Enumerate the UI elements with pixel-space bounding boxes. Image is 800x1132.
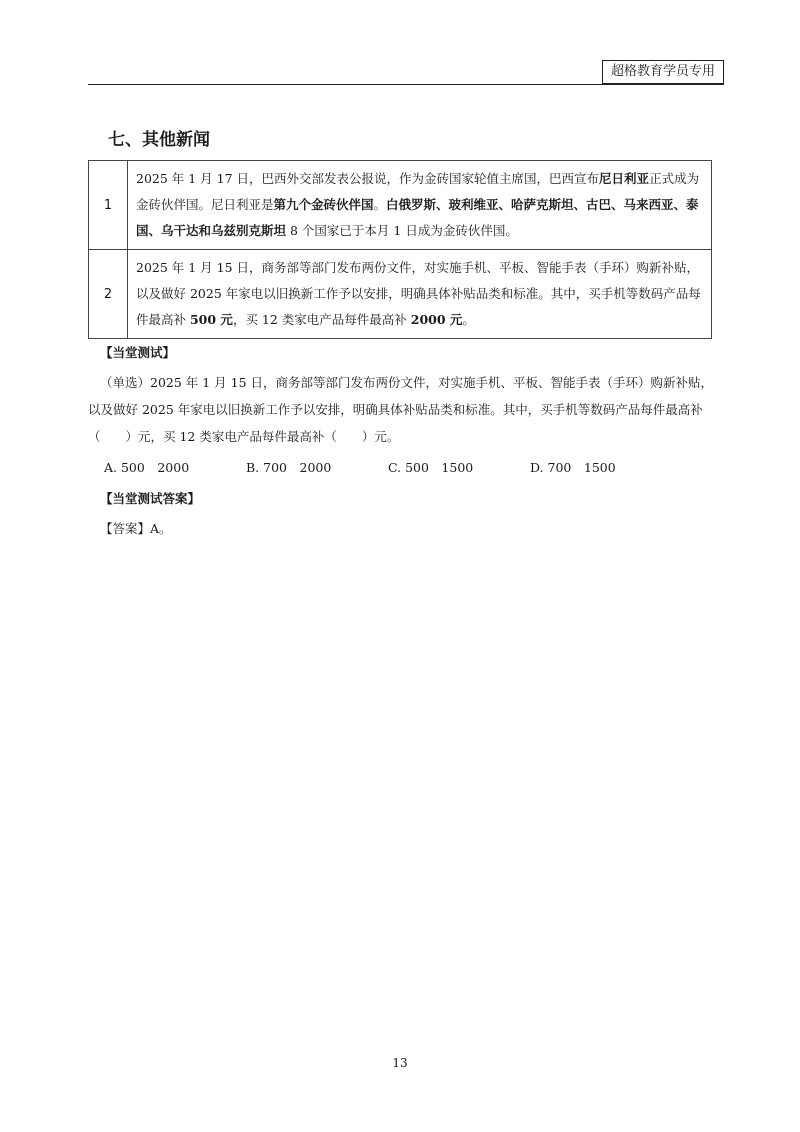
news-number: 2 (89, 250, 128, 339)
answer-heading: 【当堂测试答案】 (100, 491, 201, 506)
answer-text: 【答案】A。 (100, 521, 172, 536)
news-row (89, 161, 712, 250)
news-text-bold: 白俄罗斯、玻利维亚、哈萨克斯坦、古巴、马来西亚、泰国、乌干达和乌兹别克斯坦 (136, 197, 699, 238)
news-text-bold: 500 元 (189, 312, 233, 327)
quiz-question: （单选）2025 年 1 月 15 日，商务部等部门发布两份文件，对实施手机、平板、智能手表（手环）购新补贴，以及做好 2025 年家电以旧换新工作予以安排，明确具体补贴品类和标准。其中，买手机等数码产品每件最高补（ ）元，买 12 类家电产品每件最高补（ ）元。 (88, 375, 714, 444)
news-text-segment: 正式成为金砖伙伴国。尼日利亚是 (136, 171, 700, 212)
news-text-segment: ，买 12 类家电产品每件最高补 (232, 312, 411, 327)
news-text-segment: 8 个国家已于本月 1 日成为金砖伙伴国。 (286, 223, 518, 238)
news-text-bold: 第九个金砖伙伴国 (273, 197, 374, 212)
quiz-option-a: A. 500 2000 (104, 460, 190, 475)
quiz-option-c: C. 500 1500 (388, 460, 474, 475)
quiz-option-b: B. 700 2000 (246, 460, 332, 475)
news-number: 1 (89, 161, 128, 250)
news-row (89, 250, 712, 339)
page-number: 13 (392, 1056, 408, 1070)
quiz-section (88, 340, 714, 542)
header-divider (88, 84, 724, 85)
news-text-segment: 。 (462, 312, 475, 327)
news-text-bold: 2000 元 (410, 312, 463, 327)
news-text-segment: 2025 年 1 月 15 日，商务部等部门发布两份文件，对实施手机、平板、智能手表（手环）购新补贴，以及做好 2025 年家电以旧换新工作予以安排，明确具体补贴品类和标准。其中，买手机等数码产品每件最高补 (136, 260, 701, 327)
news-text (128, 250, 712, 339)
news-text-segment: 2025 年 1 月 17 日，巴西外交部发表公报说，作为金砖国家轮值主席国，巴西宣布 (136, 171, 600, 186)
quiz-options (104, 455, 714, 481)
news-text-bold: 尼日利亚 (599, 171, 650, 186)
news-text (128, 161, 712, 250)
quiz-heading: 【当堂测试】 (100, 345, 176, 360)
document-owner-tag: 超格教育学员专用 (602, 60, 724, 84)
news-table (88, 160, 712, 339)
news-text-segment: 。 (373, 197, 387, 212)
quiz-option-d: D. 700 1500 (530, 460, 616, 475)
section-title: 七、其他新闻 (108, 130, 210, 150)
